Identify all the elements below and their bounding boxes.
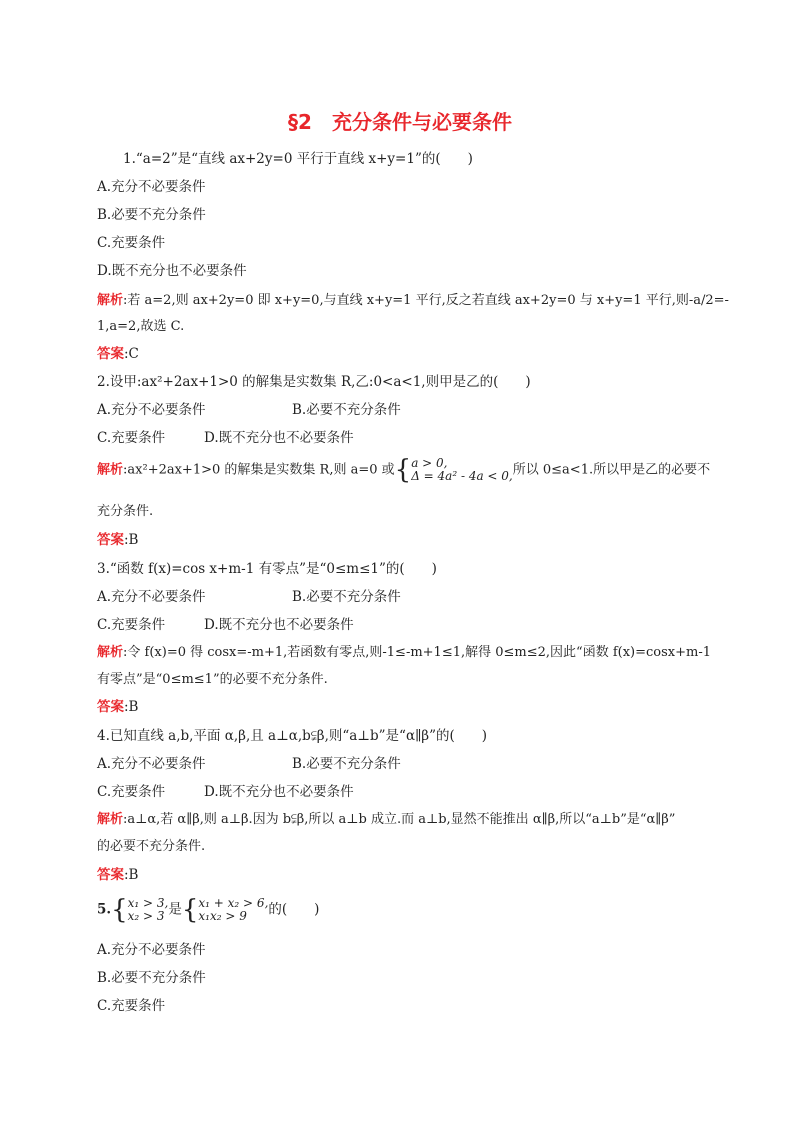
q2-system-line1: a > 0, [411, 456, 448, 470]
q1-option-c: C.充要条件 [97, 235, 166, 251]
answer-label: 答案 [97, 532, 124, 548]
q5-system-a-line2: x₂ > 3 [127, 909, 165, 923]
q1-answer [97, 344, 139, 364]
answer-label: 答案 [97, 699, 124, 715]
q1-stem: 1.“a=2”是“直线 ax+2y=0 平行于直线 x+y=1”的( ) [123, 151, 473, 167]
q5-option-a: A.充分不必要条件 [97, 942, 206, 958]
q4-stem: 4.已知直线 a,b,平面 α,β,且 a⊥α,b⫋β,则“a⊥b”是“α∥β”的( ) [97, 728, 488, 744]
q3-option-b: B.必要不充分条件 [292, 589, 401, 605]
answer-label: 答案 [97, 867, 124, 883]
q5-stem [97, 897, 319, 923]
answer-value: :B [124, 867, 139, 883]
q4-solution-line1 [97, 810, 675, 830]
q2-system [411, 457, 513, 483]
answer-value: :C [124, 346, 139, 362]
q1-solution-line1 [97, 291, 729, 311]
answer-value: :B [124, 532, 139, 548]
q3-option-c: C.充要条件 [97, 617, 166, 633]
brace-icon: { [111, 895, 128, 925]
q5-system-a [128, 897, 169, 923]
q1-solution-text: :若 a=2,则 ax+2y=0 即 x+y=0,与直线 x+y=1 平行,反之若直线 ax+2y=0 与 x+y=1 平行,则-a/2=- [123, 293, 729, 308]
q2-answer [97, 530, 138, 550]
solution-label: 解析 [97, 293, 124, 308]
q1-option-d: D.既不充分也不必要条件 [97, 263, 247, 279]
q3-stem: 3.“函数 f(x)=cos x+m-1 有零点”是“0≤m≤1”的( ) [97, 561, 437, 577]
q4-solution-line2: 的必要不充分条件. [97, 839, 206, 854]
q5-system-a-line1: x₁ > 3, [127, 896, 169, 910]
q5-mid: 是 [168, 901, 182, 918]
q2-stem: 2.设甲:ax²+2ax+1>0 的解集是实数集 R,乙:0<a<1,则甲是乙的( ) [97, 374, 531, 390]
q3-option-a: A.充分不必要条件 [97, 589, 206, 605]
q2-system-line2: Δ = 4a² - 4a < 0, [411, 469, 513, 483]
brace-icon: { [394, 455, 412, 485]
q1-solution-line2: 1,a=2,故选 C. [97, 319, 185, 334]
q4-answer [97, 865, 138, 885]
q5-tail: 的( ) [268, 901, 320, 918]
q3-solution-line1 [97, 643, 711, 663]
q5-number: 5. [97, 901, 112, 918]
q2-solution-text-a: :ax²+2ax+1>0 的解集是实数集 R,则 a=0 或 [123, 462, 395, 478]
solution-label: 解析 [97, 812, 124, 827]
q3-solution-text: :令 f(x)=0 得 cosx=-m+1,若函数有零点,则-1≤-m+1≤1,解得 0≤m≤2,因此“函数 f(x)=cosx+m-1 [123, 645, 711, 660]
q5-option-b: B.必要不充分条件 [97, 970, 206, 986]
answer-label: 答案 [97, 346, 124, 362]
q2-solution-line2: 充分条件. [97, 504, 154, 519]
q2-option-b: B.必要不充分条件 [292, 402, 401, 418]
q1-option-a: A.充分不必要条件 [97, 179, 206, 195]
page-title: §2 充分条件与必要条件 [288, 110, 512, 134]
q5-option-c: C.充要条件 [97, 998, 166, 1014]
q2-solution-line1 [97, 457, 710, 483]
q2-solution-text-b: 所以 0≤a<1.所以甲是乙的必要不 [512, 462, 711, 478]
solution-label: 解析 [97, 462, 124, 478]
q3-option-d: D.既不充分也不必要条件 [204, 617, 354, 633]
q4-option-c: C.充要条件 [97, 784, 166, 800]
q4-solution-text: :a⊥α,若 α∥β,则 a⊥β.因为 b⫋β,所以 a⊥b 成立.而 a⊥b,显然不能推出 α∥β,所以“a⊥b”是“α∥β” [123, 812, 676, 827]
q5-system-b-line1: x₁ + x₂ > 6, [198, 896, 269, 910]
q4-option-d: D.既不充分也不必要条件 [204, 784, 354, 800]
q3-solution-line2: 有零点”是“0≤m≤1”的必要不充分条件. [97, 672, 328, 687]
q2-options-ab [97, 400, 206, 420]
solution-label: 解析 [97, 645, 124, 660]
q2-option-d: D.既不充分也不必要条件 [204, 430, 354, 446]
q2-option-c: C.充要条件 [97, 430, 166, 446]
q5-system-b-line2: x₁x₂ > 9 [198, 909, 247, 923]
q1-option-b: B.必要不充分条件 [97, 207, 206, 223]
brace-icon: { [181, 895, 199, 925]
q2-option-a: A.充分不必要条件 [97, 402, 206, 418]
answer-value: :B [124, 699, 139, 715]
q4-option-b: B.必要不充分条件 [292, 756, 401, 772]
q5-system-b [198, 897, 268, 923]
q4-option-a: A.充分不必要条件 [97, 756, 206, 772]
q3-answer [97, 697, 138, 717]
